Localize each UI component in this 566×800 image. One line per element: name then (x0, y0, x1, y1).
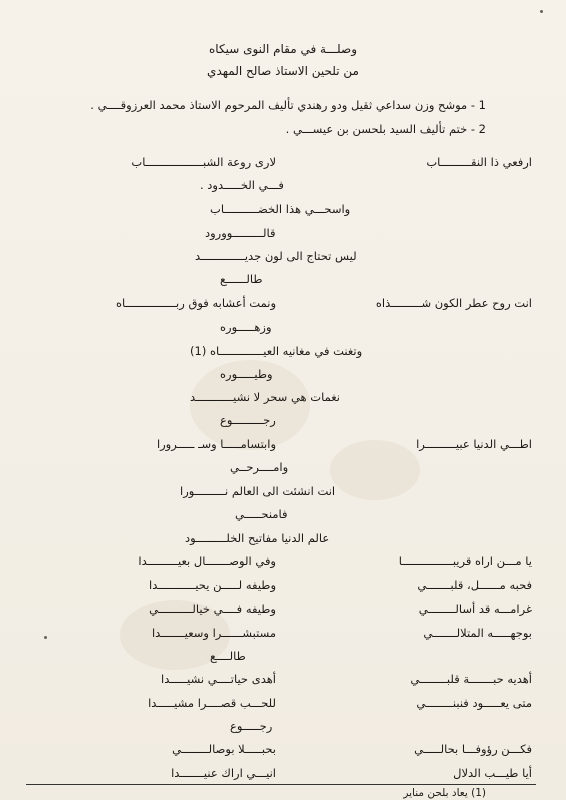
verse-refrain: وامــــرحــي (230, 460, 289, 474)
paper-stain (330, 440, 420, 500)
verse-line-left: أهدى حياتــــي نشيـــــدا (161, 672, 276, 686)
verse-line-left: وفي الوصـــــــال بعيـــــــــدا (138, 554, 276, 568)
verse-line-right: انت روح عطر الكون شـــــــــذاه (375, 296, 532, 310)
verse-line-right: يا مـــن اراه قريبـــــــــــــــا (398, 554, 532, 568)
verse-line-right: أهديه حبـــــــة قلبــــــــي (410, 672, 532, 686)
note-2: 2 - ختم تأليف السيد بلحسن بن عيســـي . (285, 122, 486, 136)
verse-line-left: وطيفه لـــــن يحيـــــــــــدا (149, 578, 276, 592)
verse-line-right: فكـــن رؤوفـــا بحالـــــي (414, 742, 532, 756)
verse-line-right: أيا طيـــب الدلال (453, 766, 532, 780)
verse-line-left: بحبـــــلا بوصالــــــــي (172, 742, 276, 756)
verse-refrain: طالــــــع (220, 272, 263, 286)
verse-line-right: فحبه مــــــل، قلبـــــــي (417, 578, 532, 592)
note-1: 1 - موشح وزن سداعي ثقيل ودو رهندي تأليف المرحوم الاستاذ محمد العرزوقــــي . (90, 98, 486, 112)
verse-line-left: لارى روعة الشبـــــــــــــــــاب (131, 155, 276, 169)
verse-line-left: وطيفه فــــي خيالــــــــــي (149, 602, 276, 616)
verse-refrain: وطيـــــوره (220, 367, 273, 381)
verse-refrain: واسحـــي هذا الخضــــــــــاب (210, 202, 351, 216)
footnote: (1) يعاد بلحن مناير (403, 787, 486, 799)
verse-refrain: انت انشئت الى العالم نـــــــــورا (180, 484, 336, 498)
verse-refrain: رجـــــوع (230, 719, 273, 733)
verse-line-left: انيـــي اراك عنيـــــــدا (171, 766, 276, 780)
verse-line-left: ونمت أعشابه فوق ربـــــــــــــــاه (115, 296, 276, 310)
verse-line-right: ارفعي ذا النقـــــــــاب (426, 155, 532, 169)
verse-line-left: وابتسامـــــا وسـ ـــــرورا (156, 437, 276, 451)
verse-refrain: فـــي الخـــــدود . (200, 178, 284, 192)
verse-refrain: طالــــع (210, 649, 246, 663)
verse-line-right: بوجهـــــه المتلالـــــــي (423, 626, 532, 640)
page-title: وصلـــة في مقام النوى سيكاه (209, 42, 357, 56)
verse-line-left: مستبشــــــرا وسعيـــــــدا (151, 626, 276, 640)
footnote-divider (26, 784, 536, 785)
page-subtitle: من تلحين الاستاذ صالح المهدي (207, 64, 359, 78)
verse-refrain: رجـــــــــوع (220, 413, 276, 427)
verse-line-right: غرامـــه قد أسالــــــــي (418, 602, 532, 616)
verse-line-left: للحـــب قصــــرا مشيـــــدا (148, 696, 276, 710)
verse-refrain: قالـــــــــوورود (205, 226, 276, 240)
verse-line-right: اطـــي الدنيا عبيـــــــــرا (416, 437, 532, 451)
speck (540, 10, 543, 13)
verse-refrain: فامنحـــــي (235, 507, 288, 521)
speck (44, 636, 47, 639)
verse-line-right: متى يعـــــود فنبنــــــــي (416, 696, 532, 710)
verse-refrain: وزهـــــوره (220, 320, 272, 334)
page-fold (485, 0, 566, 34)
verse-refrain: وتغنت في مغانيه العيـــــــــــــاه (1) (190, 344, 363, 358)
verse-refrain: عالم الدنيا مفاتيح الخلـــــــــود (185, 531, 330, 545)
verse-refrain: ليس تحتاج الى لون جديـــــــــــــد (195, 249, 357, 263)
verse-refrain: نغمات هي سحر لا نشيـــــــــــد (190, 390, 340, 404)
